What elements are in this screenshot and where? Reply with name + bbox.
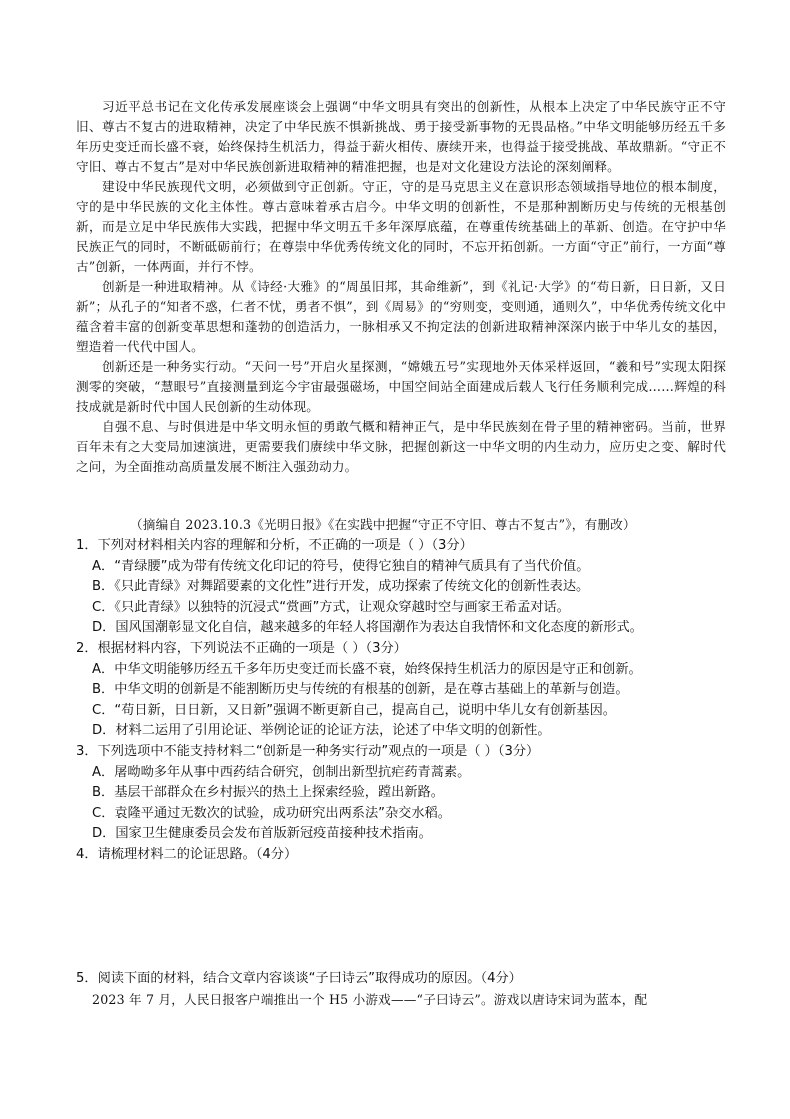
question-1 [76, 536, 732, 639]
reading-passage [76, 97, 726, 477]
question-2 [76, 639, 732, 742]
option-a: A．中华文明能够历经五千多年历史变迁而长盛不衰，始终保持生机活力的原因是守正和创新。 [92, 661, 642, 677]
option-d: D．材料二运用了引用论证、举例论证的论证方法，论述了中华文明的创新性。 [92, 723, 551, 739]
question-5 [76, 969, 732, 1010]
option-d: D．国家卫生健康委员会发布首版新冠疫苗接种技术指南。 [92, 826, 432, 842]
option-b: B．中华文明的创新是不能割断历史与传统的有根基的创新，是在尊古基础上的革新与创造。 [92, 682, 629, 698]
question-3 [76, 742, 732, 845]
passage-paragraph: 创新还是一种务实行动。“天问一号”开启火星探测，“嫦娥五号”实现地外天体采样返回，“羲和号”实现太阳探测零的突破，“慧眼号”直接测量到迄今宇宙最强磁场，中国空间站全面建成后载人飞行任务顺利完成……辉煌的科技成就是新时代中国人民创新的生动体现。 [76, 359, 726, 414]
option-c: C．袁隆平通过无数次的试验，成功研究出两系法”杂交水稻。 [92, 805, 451, 821]
question-stem: 2．根据材料内容，下列说法不正确的一项是（ ）（3分） [76, 640, 407, 656]
option-a: A．“青绿腰”成为带有传统文化印记的符号，使得它独自的精神气质具有了当代价值。 [92, 558, 590, 574]
question-material: 2023 年 7 月，人民日报客户端推出一个 H5 小游戏——“子曰诗云”。游戏以唐诗宋词为蓝本，配 [92, 991, 648, 1007]
option-d: D．国风国潮彰显文化自信，越来越多的年轻人将国潮作为表达自我情怀和文化态度的新形式。 [92, 620, 643, 636]
option-c: C．“苟日新，日日新，又日新”强调不断更新自己，提高自己，说明中华儿女有创新基因。 [92, 702, 616, 718]
question-stem: 5．阅读下面的材料，结合文章内容谈谈“子曰诗云”取得成功的原因。（4分） [76, 971, 522, 986]
passage-paragraph: 建设中华民族现代文明，必须做到守正创新。守正，守的是马克思主义在意识形态领域指导地位的根本制度，守的是中华民族的文化主体性。尊古意味着承古启今。中华文明的创新性，不是那种割断历史与传统的无根基创新，而是立足中华民族伟大实践，把握中华文明五千多年深厚底蕴，在尊重传统基础上的革新、创造。在守护中华民族正气的同时，不断砥砺前行；在尊崇中华优秀传统文化的同时，不忘开拓创新。一方面“守正”前行，一方面“尊古”创新，一体两面，并行不悖。 [76, 179, 726, 274]
question-stem: 3．下列选项中不能支持材料二“创新是一种务实行动”观点的一项是（ ）（3分） [76, 743, 540, 759]
option-b: B．基层干部群众在乡村振兴的热土上探索经验，蹚出新路。 [92, 785, 444, 801]
question-4 [76, 845, 732, 866]
question-stem: 4．请梳理材料二的论证思路。（4分） [76, 846, 298, 862]
option-a: A．屠呦呦多年从事中西药结合研究，创制出新型抗疟药青蒿素。 [92, 764, 471, 780]
passage-paragraph: 创新是一种进取精神。从《诗经·大雅》的“周虽旧邦，其命维新”，到《礼记·大学》的“苟日新，日日新，又日新”；从孔子的“知者不惑，仁者不忧，勇者不惧”，到《周易》的“穷则变，变则通，通则久”，中华优秀传统文化中蕴含着丰富的创新变革思想和蓬勃的创造活力，一脉相承又不拘定法的创新进取精神深深内嵌于中华儿女的基因，塑造着一代代中国人。 [76, 279, 726, 354]
question-list [76, 536, 732, 866]
option-b: B．《只此青绿》对舞蹈要素的文化性”进行开发，成功探索了传统文化的创新性表达。 [92, 579, 590, 595]
passage-paragraph: 习近平总书记在文化传承发展座谈会上强调“中华文明具有突出的创新性，从根本上决定了中华民族守正不守旧、尊古不复古的进取精神，决定了中华民族不惧新挑战、勇于接受新事物的无畏品格。”中华文明能够历经五千多年历史变迁而长盛不衰，始终保持生机活力，得益于薪火相传、赓续开来，也得益于接受挑战、革故鼎新。“守正不守旧、尊古不复古”是对中华民族创新进取精神的精准把握，也是对文化建设方法论的深刻阐释。 [76, 99, 726, 174]
passage-source: （摘编自 2023.10.3《光明日报》《在实践中把握“守正不守旧、尊古不复古”》，有删改） [130, 517, 636, 532]
question-stem: 1．下列对材料相关内容的理解和分析，不正确的一项是（ ）（3分） [76, 538, 473, 553]
passage-paragraph: 自强不息、与时俱进是中华文明永恒的勇敢气概和精神正气，是中华民族刻在骨子里的精神密码。当前，世界百年未有之大变局加速演进，更需要我们赓续中华文脉，把握创新这一中华文明的内生动力，应历史之变、解时代之问，为全面推动高质量发展不断注入强劲动力。 [76, 419, 726, 474]
option-c: C．《只此青绿》以独特的沉浸式“赏画”方式，让观众穿越时空与画家王希孟对话。 [92, 599, 570, 615]
